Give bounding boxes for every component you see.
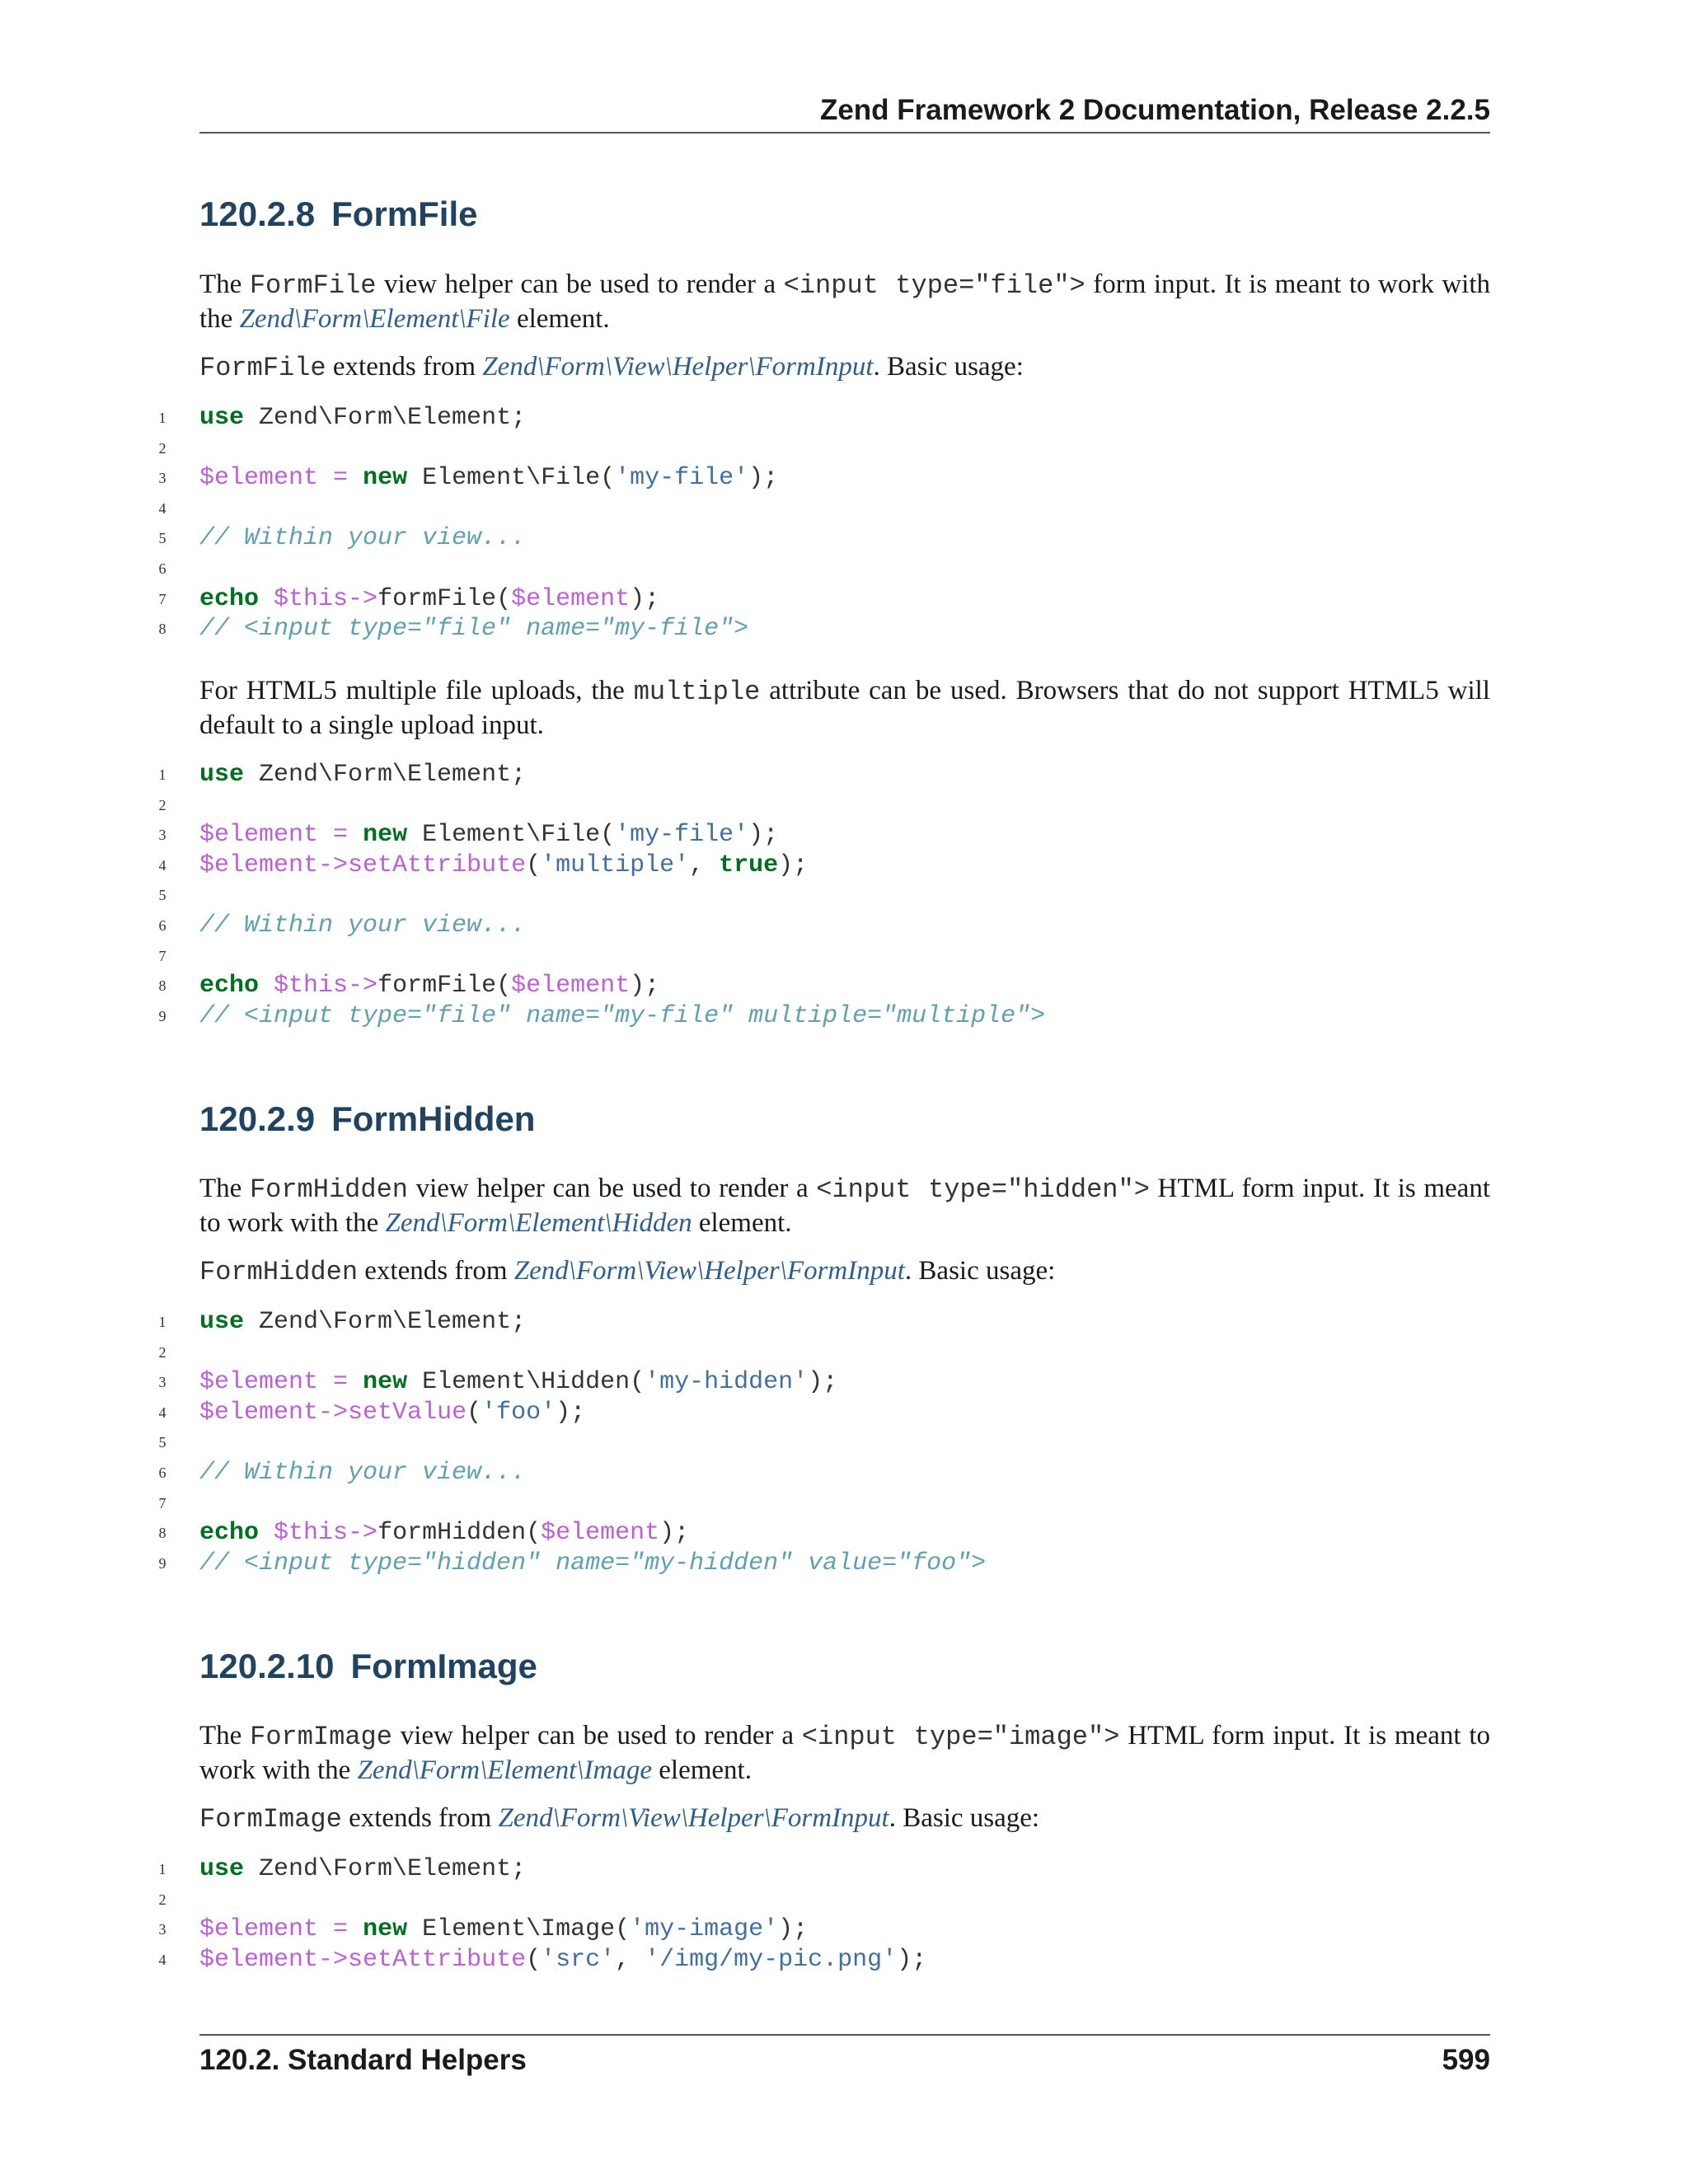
text: view helper can be used to render a <box>376 269 784 299</box>
forminput-link[interactable]: Zend\Form\View\Helper\FormInput <box>498 1803 889 1833</box>
section-number: 120.2.10 <box>199 1647 335 1685</box>
text: The <box>199 1721 251 1750</box>
section-title: FormImage <box>350 1647 537 1685</box>
forminput-link[interactable]: Zend\Form\View\Helper\FormInput <box>513 1256 905 1286</box>
text: The <box>199 1174 250 1203</box>
section-heading-formimage <box>199 1643 537 1690</box>
text: . Basic usage: <box>873 352 1024 382</box>
footer-section-title: 120.2. Standard Helpers <box>199 2044 527 2076</box>
code-line: 1 use Zend\Form\Element; <box>158 761 527 789</box>
code-line: 8 echo $this->formHidden($element); <box>158 1519 690 1548</box>
code-block <box>157 403 1508 644</box>
text: . Basic usage: <box>889 1803 1040 1833</box>
inline-code: <input type="hidden"> <box>816 1174 1150 1205</box>
code-line: 4 $element->setAttribute('multiple', true); <box>158 851 809 879</box>
formimage-extends <box>199 1802 1490 1836</box>
text: HTML form input. It is meant to work with the <box>199 1721 1490 1785</box>
code-block <box>157 1307 1508 1578</box>
formhidden-intro <box>199 1172 1490 1240</box>
code-line: 6 // Within your view... <box>158 911 527 940</box>
inline-code: <input type="image"> <box>801 1722 1120 1752</box>
code-line: 4 <box>158 499 166 517</box>
code-line: 7 echo $this->formFile($element); <box>158 584 660 613</box>
code-line: 3 $element = new Element\File('my-file'); <box>158 464 779 493</box>
inline-code: FormFile <box>249 270 377 301</box>
code-line: 7 <box>158 947 166 964</box>
text: attribute can be used. Browsers that do not support HTML5 will default to a single upload input. <box>199 676 1490 740</box>
code-line: 2 <box>158 1891 166 1908</box>
formfile-extends <box>199 350 1490 385</box>
inline-code: FormFile <box>199 353 326 383</box>
text: The <box>199 269 250 299</box>
inline-code: FormImage <box>250 1722 392 1752</box>
code-line: 8 // <input type="file" name="my-file"> <box>158 615 749 644</box>
text: HTML form input. It is meant to work with the <box>199 1174 1490 1238</box>
code-line: 3 $element = new Element\Hidden('my-hidden'); <box>158 1368 838 1397</box>
text: element. <box>509 304 610 334</box>
code-line: 7 <box>158 1494 166 1511</box>
code-line: 5 <box>158 887 166 904</box>
text: view helper can be used to render a <box>392 1721 802 1750</box>
code-line: 9 // <input type="file" name="my-file" multiple="multiple"> <box>158 1001 1046 1030</box>
code-block <box>157 760 1508 1031</box>
code-line: 6 <box>158 560 166 577</box>
code-line: 9 // <input type="hidden" name="my-hidden" value="foo"> <box>158 1549 987 1577</box>
formhidden-extends <box>199 1254 1490 1289</box>
code-line: 6 // Within your view... <box>158 1458 527 1487</box>
section-title: FormHidden <box>331 1099 536 1138</box>
inline-code: multiple <box>633 677 761 707</box>
code-line: 3 $element = new Element\File('my-file'); <box>158 821 779 850</box>
code-line: 5 <box>158 1434 166 1451</box>
section-number: 120.2.8 <box>199 194 316 233</box>
inline-code: FormImage <box>199 1804 342 1835</box>
page-footer <box>199 2034 1490 2076</box>
text: element. <box>692 1208 792 1238</box>
section-heading-formhidden <box>199 1096 535 1142</box>
page-header <box>199 92 1490 134</box>
section-heading-formfile <box>199 191 478 237</box>
code-line: 4 $element->setValue('foo'); <box>158 1398 586 1427</box>
inline-code: FormHidden <box>199 1257 359 1287</box>
text: extends from <box>326 352 483 382</box>
text: extends from <box>358 1256 514 1286</box>
inline-code: <input type="file"> <box>783 270 1085 301</box>
text: . Basic usage: <box>904 1256 1056 1286</box>
code-line: 2 <box>158 1343 166 1361</box>
page-number: 599 <box>1442 2044 1490 2076</box>
inline-code: FormHidden <box>249 1174 408 1205</box>
code-line: 1 use Zend\Form\Element; <box>158 1855 527 1883</box>
code-line: 4 $element->setAttribute('src', '/img/my-pic.png'); <box>158 1945 927 1974</box>
code-line: 1 use Zend\Form\Element; <box>158 404 527 432</box>
section-number: 120.2.9 <box>199 1099 316 1138</box>
element-link[interactable]: Zend\Form\Element\File <box>239 304 510 334</box>
document-title: Zend Framework 2 Documentation, Release 2.2.5 <box>819 94 1490 126</box>
code-line: 2 <box>158 439 166 457</box>
formimage-intro <box>199 1719 1490 1787</box>
formfile-intro <box>199 268 1490 335</box>
code-line: 5 // Within your view... <box>158 524 527 553</box>
code-line: 8 echo $this->formFile($element); <box>158 972 660 1001</box>
code-block <box>157 1854 1508 1975</box>
element-link[interactable]: Zend\Form\Element\Hidden <box>385 1208 692 1238</box>
code-line: 3 $element = new Element\Image('my-image'); <box>158 1915 809 1944</box>
text: form input. It is meant to work with the <box>199 269 1490 334</box>
section-title: FormFile <box>331 194 478 233</box>
text: extends from <box>341 1803 499 1833</box>
code-line: 2 <box>158 796 166 813</box>
formfile-multiple-note <box>199 674 1490 742</box>
forminput-link[interactable]: Zend\Form\View\Helper\FormInput <box>482 352 874 382</box>
text: view helper can be used to render a <box>407 1174 817 1203</box>
element-link[interactable]: Zend\Form\Element\Image <box>357 1755 652 1785</box>
text: element. <box>652 1755 752 1785</box>
code-line: 1 use Zend\Form\Element; <box>158 1308 527 1336</box>
text: For HTML5 multiple file uploads, the <box>199 676 634 705</box>
